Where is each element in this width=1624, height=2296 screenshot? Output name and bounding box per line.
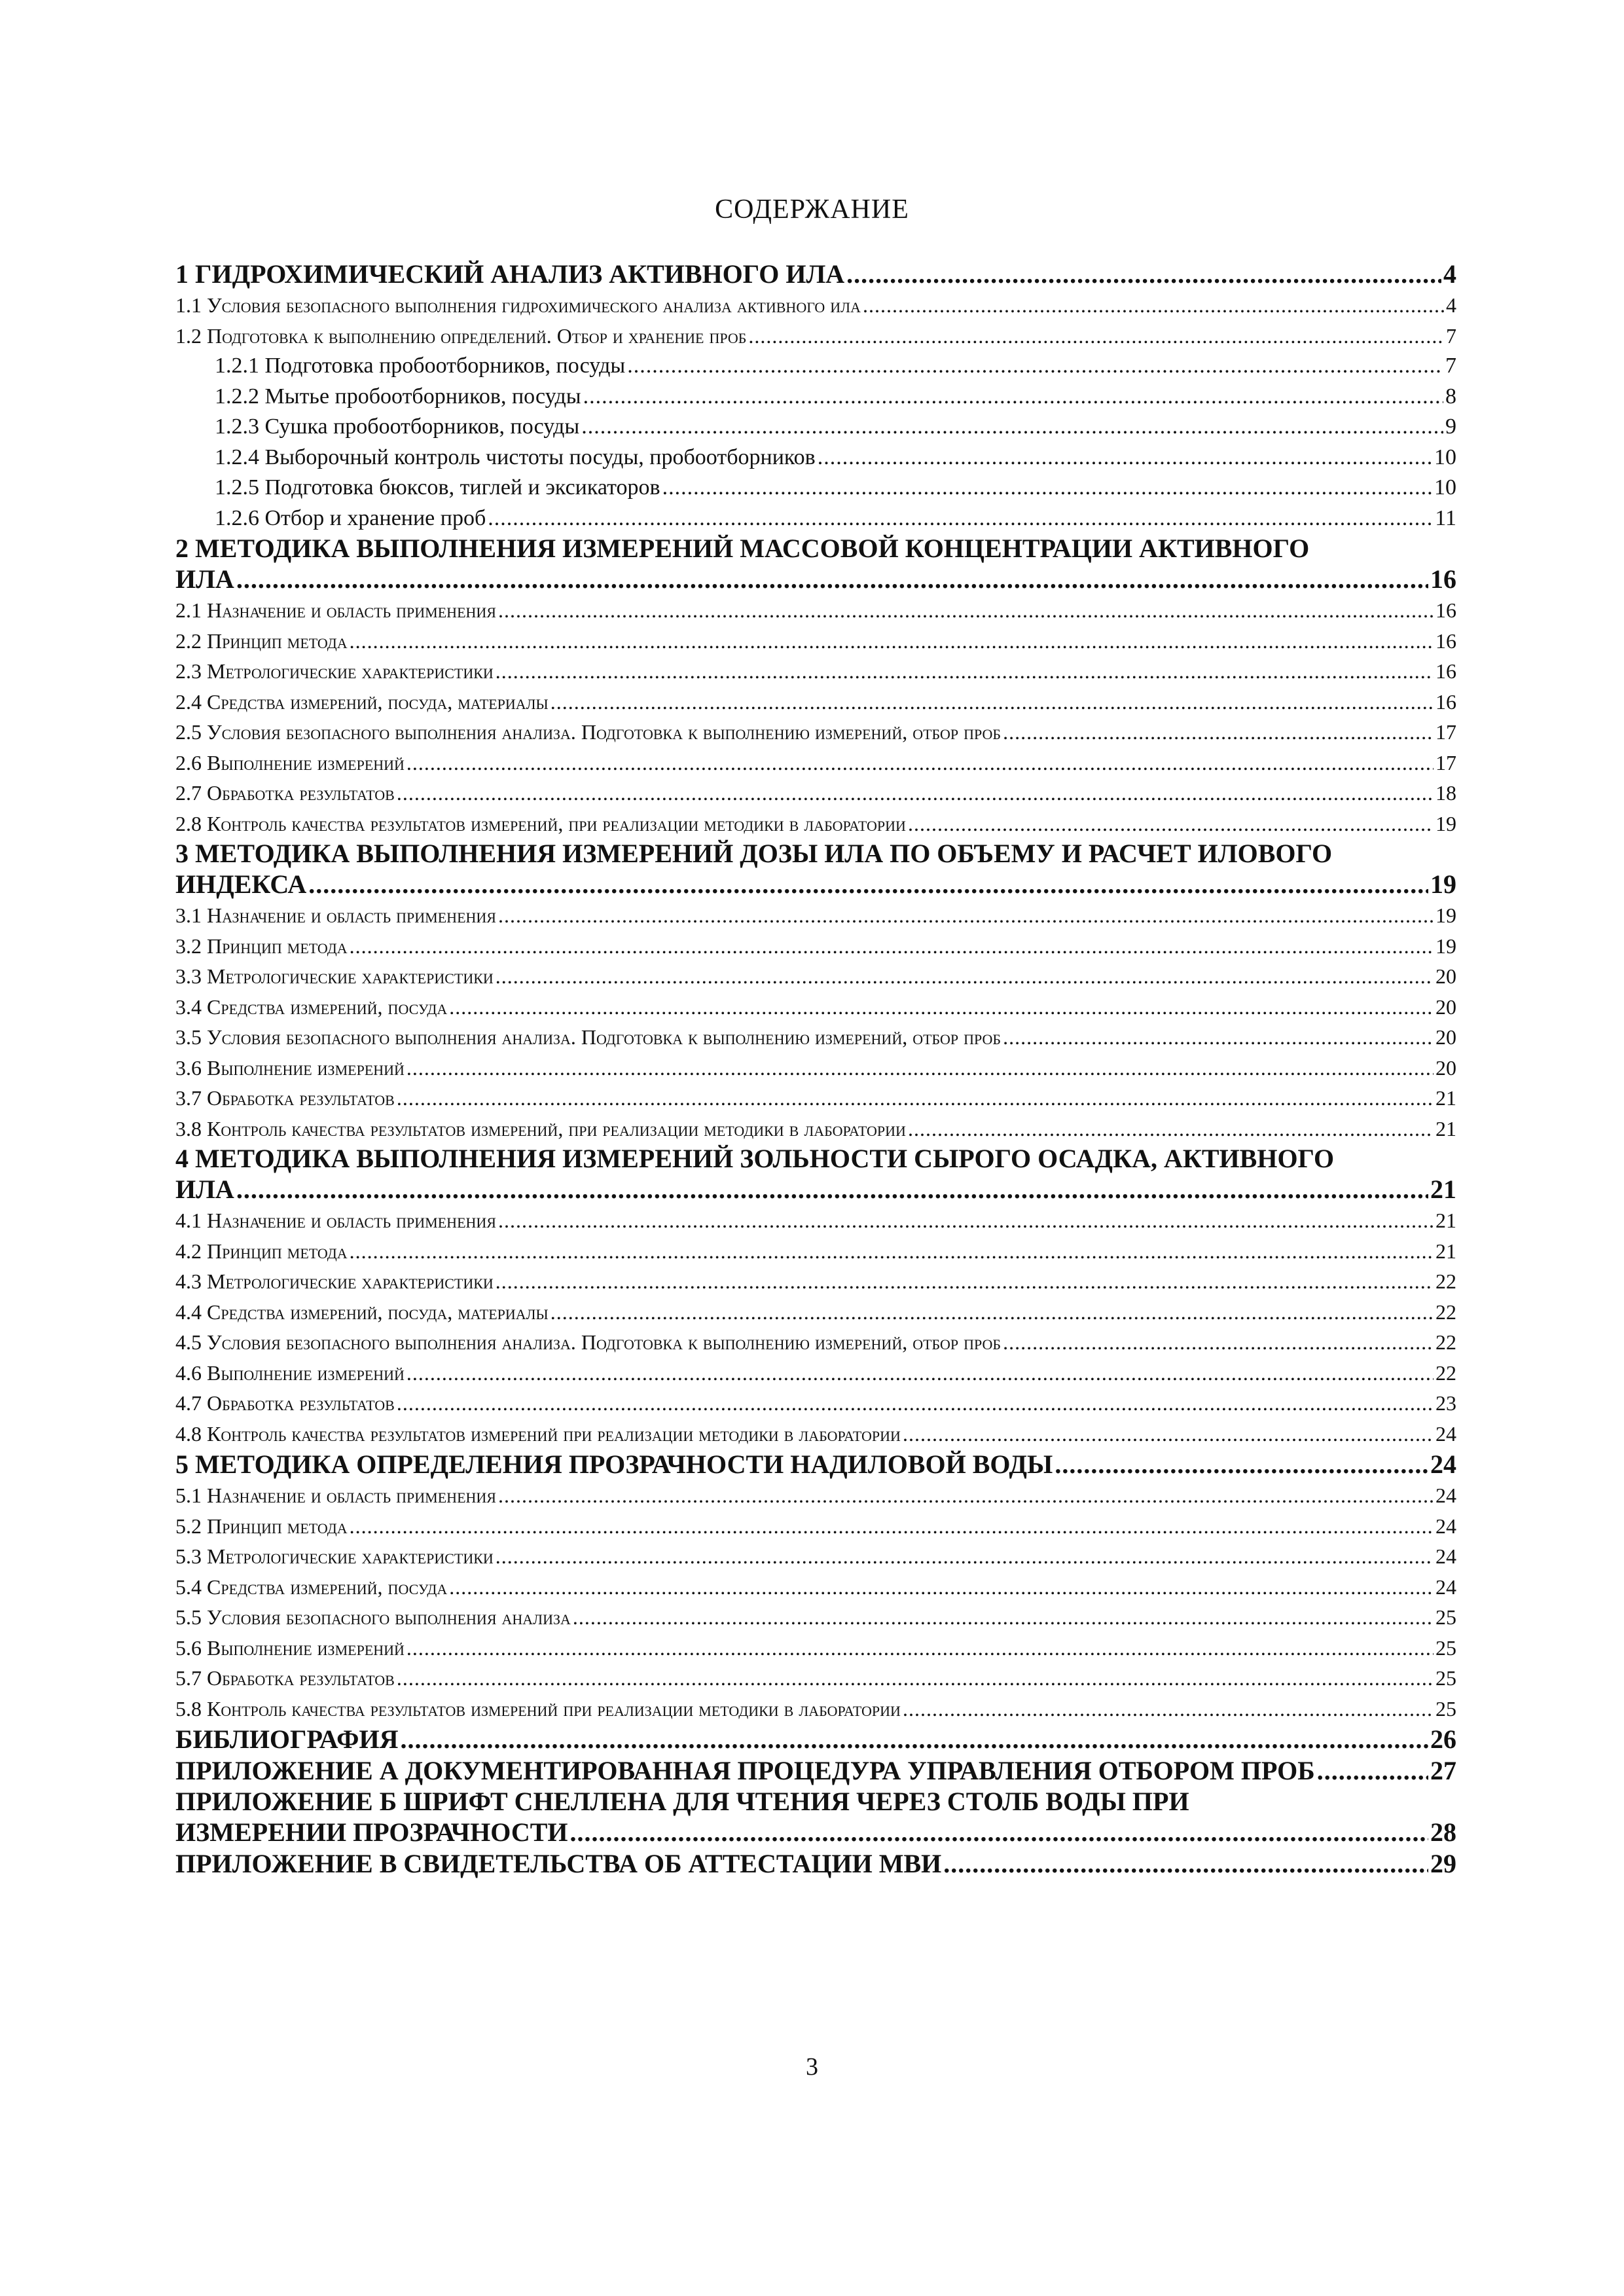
toc-entry-title: 1.1 Условия безопасного выполнения гидрохимического анализа активного ила: [175, 293, 861, 317]
dot-leader: [449, 992, 1434, 1023]
toc-entry-title: 1.2.3 Сушка пробоотборников, посуды: [215, 414, 580, 439]
toc-entry-title: 1.2.4 Выборочный контроль чистоты посуды, пробоотборников: [215, 445, 816, 469]
dot-leader: [236, 1174, 1428, 1205]
toc-page-number: 16: [1435, 659, 1456, 683]
dot-leader: [1003, 1022, 1434, 1053]
toc-entry-title: 1 ГИДРОХИМИЧЕСКИЙ АНАЛИЗ АКТИВНОГО ИЛА: [175, 259, 845, 289]
dot-leader: [496, 1266, 1434, 1297]
toc-subsection[interactable]: [175, 1480, 1456, 1511]
toc-subsection[interactable]: [175, 626, 1456, 657]
toc-subsection[interactable]: [175, 1358, 1456, 1389]
dot-leader: [1003, 717, 1434, 748]
toc-entry-title: 3.4 Средства измерений, посуда: [175, 994, 448, 1019]
toc-page-number: 19: [1435, 903, 1456, 927]
toc-section[interactable]: [175, 1449, 1456, 1480]
toc-page-number: 24: [1435, 1544, 1456, 1568]
toc-page-number: 8: [1445, 384, 1456, 409]
toc-page-number: 17: [1435, 720, 1456, 744]
dot-leader: [908, 1114, 1434, 1144]
toc-entry-title: 4.2 Принцип метода: [175, 1239, 348, 1263]
toc-subsection[interactable]: [175, 1541, 1456, 1572]
toc-subsection[interactable]: [175, 1419, 1456, 1449]
toc-page-number: 25: [1435, 1635, 1456, 1660]
dot-leader: [498, 1205, 1434, 1236]
toc-page-number: 25: [1435, 1666, 1456, 1690]
toc-page-number: 21: [1435, 1116, 1456, 1140]
toc-entry-title: ИЗМЕРЕНИИ ПРОЗРАЧНОСТИ: [175, 1817, 568, 1847]
toc-entry-title: 4.8 Контроль качества результатов измерений при реализации методики в лаборатории: [175, 1421, 901, 1446]
toc-page-number: 24: [1435, 1421, 1456, 1446]
dot-leader: [627, 351, 1443, 382]
toc-page-number: 4: [1443, 259, 1456, 289]
toc-entry-title: 4.7 Обработка результатов: [175, 1391, 395, 1415]
toc-subsection[interactable]: [175, 778, 1456, 809]
toc-entry-title: ИНДЕКСА: [175, 869, 307, 899]
toc-subsection[interactable]: [175, 1327, 1456, 1358]
toc-entry-title: 2.6 Выполнение измерений: [175, 750, 405, 774]
toc-subsection[interactable]: [175, 931, 1456, 962]
toc-section[interactable]: [175, 259, 1456, 290]
toc-entry-title: 2.4 Средства измерений, посуда, материалы: [175, 689, 549, 714]
toc-page-number: 22: [1435, 1300, 1456, 1324]
dot-leader: [350, 1511, 1434, 1542]
toc-subsection[interactable]: [175, 1266, 1456, 1297]
toc-page-number: 21: [1430, 1175, 1456, 1204]
dot-leader: [498, 595, 1434, 626]
dot-leader: [1317, 1755, 1428, 1787]
dot-leader: [570, 1817, 1428, 1848]
toc-subsection[interactable]: [175, 1022, 1456, 1053]
toc-entry-title: 1.2.5 Подготовка бюксов, тиглей и эксикаторов: [215, 475, 660, 500]
toc-subsection[interactable]: [175, 1602, 1456, 1633]
toc-subsection[interactable]: [175, 1694, 1456, 1724]
toc-subsection[interactable]: [175, 656, 1456, 687]
dot-leader: [406, 748, 1434, 778]
toc-entry-title: 3.6 Выполнение измерений: [175, 1055, 405, 1080]
toc-page-number: 7: [1446, 323, 1456, 348]
toc-entry-title: ПРИЛОЖЕНИЕ В СВИДЕТЕЛЬСТВА ОБ АТТЕСТАЦИИ МВИ: [175, 1849, 942, 1878]
dot-leader: [573, 1602, 1434, 1633]
toc-entry-title: 3.3 Метрологические характеристики: [175, 964, 494, 988]
dot-leader: [863, 290, 1444, 321]
toc-entry-title: 4.4 Средства измерений, посуда, материалы: [175, 1300, 549, 1324]
dot-leader: [496, 961, 1434, 992]
toc-subsection[interactable]: [175, 1663, 1456, 1694]
toc-subsubsection[interactable]: [175, 382, 1456, 412]
toc-subsection[interactable]: [175, 1114, 1456, 1144]
dot-leader: [903, 1694, 1434, 1724]
toc-entry-title: 5.6 Выполнение измерений: [175, 1635, 405, 1660]
toc-entry-title: 5.7 Обработка результатов: [175, 1666, 395, 1690]
toc-entry-title: 4.3 Метрологические характеристики: [175, 1269, 494, 1293]
toc-subsection[interactable]: [175, 1053, 1456, 1084]
toc-entry-title: 1.2.2 Мытье пробоотборников, посуды: [215, 384, 581, 409]
dot-leader: [846, 259, 1441, 290]
toc-page-number: 22: [1435, 1330, 1456, 1354]
toc-subsubsection[interactable]: [175, 412, 1456, 443]
toc-page-number: 19: [1430, 869, 1456, 899]
toc-subsection[interactable]: [175, 748, 1456, 778]
toc-page-number: 22: [1435, 1269, 1456, 1293]
toc-section[interactable]: [175, 1817, 1456, 1848]
dot-leader: [406, 1053, 1434, 1084]
dot-leader: [748, 321, 1444, 352]
dot-leader: [488, 503, 1433, 534]
dot-leader: [397, 1388, 1434, 1419]
dot-leader: [1003, 1327, 1434, 1358]
toc-subsection[interactable]: [175, 290, 1456, 321]
table-of-contents: [175, 259, 1456, 1880]
toc-section[interactable]: [175, 1724, 1456, 1755]
toc-page-number: 16: [1430, 564, 1456, 594]
toc-entry-title: 1.2.1 Подготовка пробоотборников, посуды: [215, 354, 626, 378]
dot-leader: [406, 1633, 1434, 1664]
toc-page-number: 23: [1435, 1391, 1456, 1415]
toc-entry-title: ПРИЛОЖЕНИЕ А ДОКУМЕНТИРОВАННАЯ ПРОЦЕДУРА УПРАВЛЕНИЯ ОТБОРОМ ПРОБ: [175, 1756, 1315, 1785]
toc-subsubsection[interactable]: [175, 443, 1456, 473]
toc-page-number: 17: [1435, 750, 1456, 774]
toc-subsection[interactable]: [175, 717, 1456, 748]
toc-entry-title: 2.1 Назначение и область применения: [175, 598, 496, 622]
dot-leader: [903, 1419, 1434, 1449]
toc-page-number: 10: [1434, 445, 1456, 469]
toc-entry-title: БИБЛИОГРАФИЯ: [175, 1724, 399, 1754]
toc-page-number: 20: [1435, 964, 1456, 988]
toc-section[interactable]: [175, 1848, 1456, 1880]
dot-leader: [496, 1541, 1434, 1572]
dot-leader: [397, 1083, 1434, 1114]
toc-heading-line: 2 МЕТОДИКА ВЫПОЛНЕНИЯ ИЗМЕРЕНИЙ МАССОВОЙ КОНЦЕНТРАЦИИ АКТИВНОГО: [175, 534, 1310, 563]
toc-entry-title: 3.8 Контроль качества результатов измерений, при реализации методики в лаборатории: [175, 1116, 906, 1140]
toc-page-number: 20: [1435, 1055, 1456, 1080]
toc-subsection[interactable]: [175, 809, 1456, 839]
toc-subsection[interactable]: [175, 1205, 1456, 1236]
toc-page-number: 9: [1445, 414, 1456, 439]
toc-section[interactable]: [175, 869, 1456, 900]
dot-leader: [908, 809, 1434, 839]
toc-subsection[interactable]: [175, 321, 1456, 352]
toc-subsubsection[interactable]: [175, 473, 1456, 503]
toc-subsection[interactable]: [175, 992, 1456, 1023]
toc-page-number: 26: [1430, 1724, 1456, 1754]
toc-entry-title: ИЛА: [175, 1175, 234, 1204]
dot-leader: [496, 656, 1434, 687]
toc-heading-line: 3 МЕТОДИКА ВЫПОЛНЕНИЯ ИЗМЕРЕНИЙ ДОЗЫ ИЛА ПО ОБЪЕМУ И РАСЧЕТ ИЛОВОГО: [175, 839, 1333, 868]
toc-entry-title: 5.2 Принцип метода: [175, 1514, 348, 1538]
dot-leader: [498, 900, 1434, 931]
toc-subsection[interactable]: [175, 1633, 1456, 1664]
toc-entry-title: 2.3 Метрологические характеристики: [175, 659, 494, 683]
toc-page-number: 7: [1445, 354, 1456, 378]
toc-entry-title: 5.4 Средства измерений, посуда: [175, 1575, 448, 1599]
dot-leader: [581, 412, 1443, 443]
toc-entry-title: 4.6 Выполнение измерений: [175, 1360, 405, 1385]
dot-leader: [498, 1480, 1434, 1511]
toc-page-number: 20: [1435, 1025, 1456, 1049]
dot-leader: [550, 687, 1434, 718]
dot-leader: [943, 1848, 1428, 1880]
dot-leader: [308, 869, 1428, 900]
toc-subsection[interactable]: [175, 1511, 1456, 1542]
toc-entry-title: 2.7 Обработка результатов: [175, 781, 395, 805]
dot-leader: [1055, 1449, 1428, 1480]
toc-page-number: 22: [1435, 1360, 1456, 1385]
toc-entry-title: 5.8 Контроль качества результатов измерений при реализации методики в лаборатории: [175, 1696, 901, 1721]
toc-subsection[interactable]: [175, 961, 1456, 992]
toc-subsection[interactable]: [175, 687, 1456, 718]
page-number: 3: [806, 2053, 818, 2081]
toc-section[interactable]: [175, 1174, 1456, 1205]
dot-leader: [350, 1236, 1434, 1267]
toc-entry-title: 1.2 Подготовка к выполнению определений. Отбор и хранение проб: [175, 323, 747, 348]
toc-subsubsection[interactable]: [175, 351, 1456, 382]
toc-subsection[interactable]: [175, 1572, 1456, 1603]
toc-page-number: 21: [1435, 1086, 1456, 1110]
toc-page-number: 24: [1435, 1575, 1456, 1599]
toc-entry-title: 3.1 Назначение и область применения: [175, 903, 496, 927]
toc-subsection[interactable]: [175, 1297, 1456, 1328]
page-title: СОДЕРЖАНИЕ: [715, 194, 909, 225]
dot-leader: [397, 1663, 1434, 1694]
toc-page-number: 25: [1435, 1605, 1456, 1629]
toc-entry-title: 5.5 Условия безопасного выполнения анализа: [175, 1605, 571, 1629]
toc-page-number: 24: [1435, 1484, 1456, 1507]
toc-subsection[interactable]: [175, 1388, 1456, 1419]
dot-leader: [583, 382, 1443, 412]
toc-entry-title: 2.5 Условия безопасного выполнения анализа. Подготовка к выполнению измерений, отбор проб: [175, 720, 1001, 744]
toc-page-number: 25: [1435, 1696, 1456, 1721]
toc-page-number: 16: [1435, 629, 1456, 653]
toc-subsection[interactable]: [175, 900, 1456, 931]
toc-page-number: 28: [1430, 1817, 1456, 1847]
toc-page-number: 27: [1430, 1756, 1456, 1785]
toc-page-number: 29: [1430, 1849, 1456, 1878]
toc-subsubsection[interactable]: [175, 503, 1456, 534]
toc-entry-title: 3.5 Условия безопасного выполнения анализа. Подготовка к выполнению измерений, отбор проб: [175, 1025, 1001, 1049]
toc-entry-title: 2.2 Принцип метода: [175, 629, 348, 653]
toc-page-number: 4: [1446, 293, 1456, 317]
toc-page-number: 24: [1435, 1514, 1456, 1538]
toc-page-number: 16: [1435, 689, 1456, 714]
toc-subsection[interactable]: [175, 1083, 1456, 1114]
dot-leader: [397, 778, 1434, 809]
toc-page-number: 11: [1435, 505, 1456, 530]
dot-leader: [449, 1572, 1434, 1603]
toc-page-number: 21: [1435, 1209, 1456, 1232]
toc-page-number: 18: [1435, 781, 1456, 805]
toc-entry-title: 2.8 Контроль качества результатов измерений, при реализации методики в лаборатории: [175, 811, 906, 835]
toc-subsection[interactable]: [175, 595, 1456, 626]
toc-page-number: 10: [1434, 475, 1456, 500]
dot-leader: [350, 931, 1434, 962]
toc-heading-line: 4 МЕТОДИКА ВЫПОЛНЕНИЯ ИЗМЕРЕНИЙ ЗОЛЬНОСТИ СЫРОГО ОСАДКА, АКТИВНОГО: [175, 1144, 1335, 1173]
toc-entry-title: ИЛА: [175, 564, 234, 594]
toc-page-number: 19: [1435, 811, 1456, 835]
toc-entry-title: 3.7 Обработка результатов: [175, 1086, 395, 1110]
toc-page-number: 21: [1435, 1239, 1456, 1263]
dot-leader: [662, 473, 1432, 503]
toc-page-number: 24: [1430, 1449, 1456, 1479]
toc-entry-title: 4.1 Назначение и область применения: [175, 1209, 496, 1232]
toc-entry-title: 5 МЕТОДИКА ОПРЕДЕЛЕНИЯ ПРОЗРАЧНОСТИ НАДИЛОВОЙ ВОДЫ: [175, 1449, 1053, 1479]
dot-leader: [550, 1297, 1434, 1328]
dot-leader: [818, 443, 1432, 473]
toc-heading-line: ПРИЛОЖЕНИЕ Б ШРИФТ СНЕЛЛЕНА ДЛЯ ЧТЕНИЯ ЧЕРЕЗ СТОЛБ ВОДЫ ПРИ: [175, 1787, 1189, 1816]
dot-leader: [401, 1724, 1428, 1755]
dot-leader: [350, 626, 1434, 657]
toc-page-number: 20: [1435, 994, 1456, 1019]
toc-page-number: 19: [1435, 934, 1456, 958]
dot-leader: [406, 1358, 1434, 1389]
toc-section[interactable]: [175, 1755, 1456, 1787]
dot-leader: [236, 564, 1428, 595]
toc-entry-title: 5.3 Метрологические характеристики: [175, 1544, 494, 1568]
toc-entry-title: 1.2.6 Отбор и хранение проб: [215, 505, 486, 530]
toc-section[interactable]: [175, 564, 1456, 595]
toc-page-number: 16: [1435, 598, 1456, 622]
toc-entry-title: 4.5 Условия безопасного выполнения анализа. Подготовка к выполнению измерений, отбор проб: [175, 1330, 1001, 1354]
toc-entry-title: 5.1 Назначение и область применения: [175, 1484, 496, 1507]
toc-entry-title: 3.2 Принцип метода: [175, 934, 348, 958]
toc-subsection[interactable]: [175, 1236, 1456, 1267]
